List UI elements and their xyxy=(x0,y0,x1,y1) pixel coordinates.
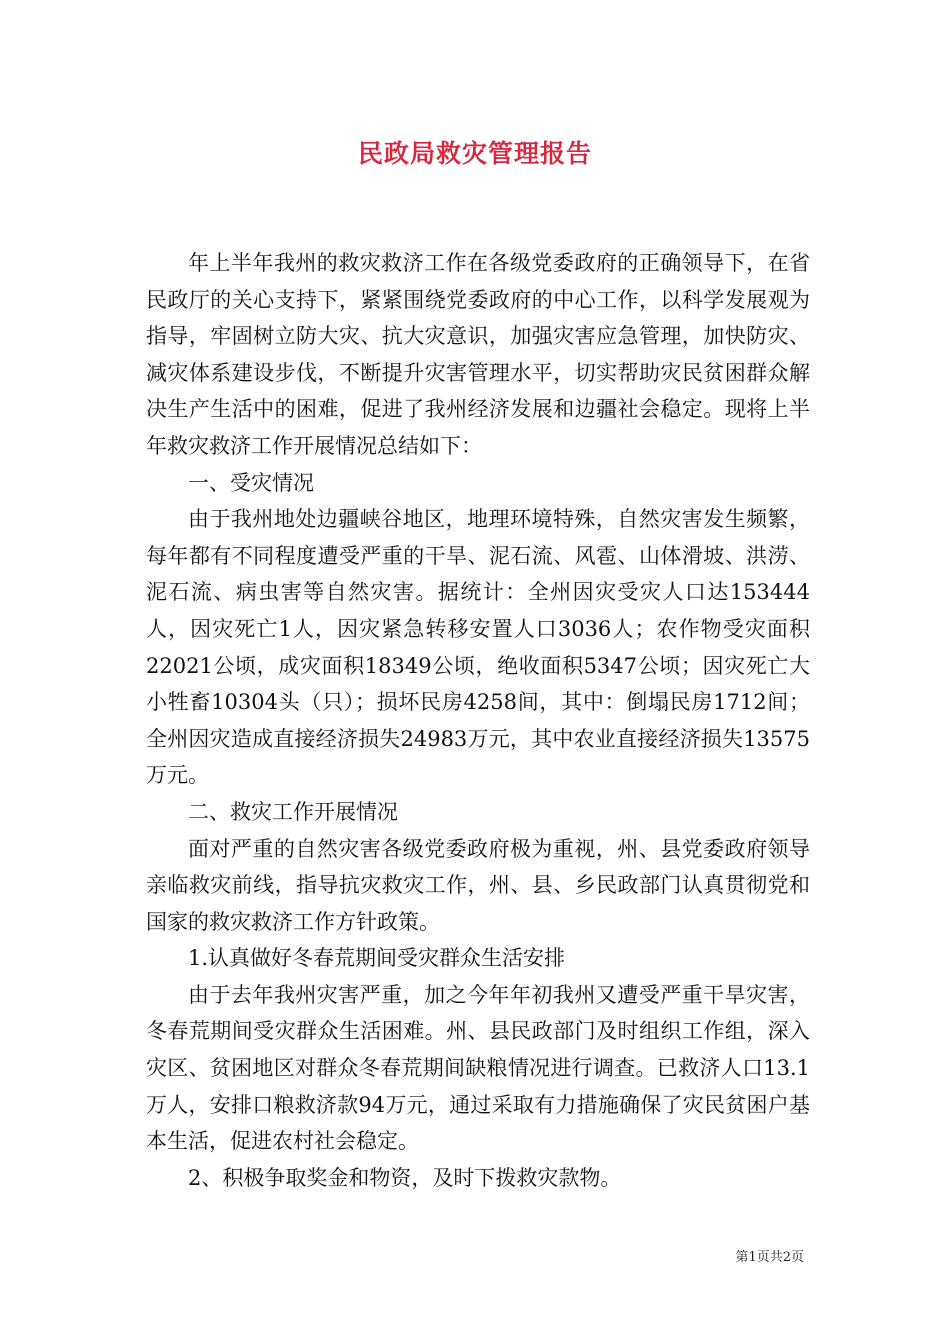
paragraph-intro: 年上半年我州的救灾救济工作在各级党委政府的正确领导下，在省民政厅的关心支持下，紧紧围绕党委政府的中心工作，以科学发展观为指导，牢固树立防大灾、抗大灾意识，加强灾害应急管理，加快防灾、减灾体系建设步伐，不断提升灾害管理水平，切实帮助灾民贫困群众解决生产生活中的困难，促进了我州经济发展和边疆社会稳定。现将上半年救灾救济工作开展情况总结如下： xyxy=(146,251,810,458)
subheading-winter-spring: 1.认真做好冬春荒期间受灾群众生活安排 xyxy=(188,946,566,971)
document-title: 民政局救灾管理报告 xyxy=(357,139,592,168)
paragraph-relief: 面对严重的自然灾害各级党委政府极为重视，州、县党委政府领导亲临救灾前线，指导抗灾救灾工作，州、县、乡民政部门认真贯彻党和国家的救灾救济工作方针政策。 xyxy=(146,836,810,934)
section-heading-disaster: 一、受灾情况 xyxy=(188,470,314,495)
document-body xyxy=(146,245,810,1196)
paragraph-winter-spring: 由于去年我州灾害严重，加之今年年初我州又遭受严重干旱灾害，冬春荒期间受灾群众生活困难。州、县民政部门及时组织工作组，深入灾区、贫困地区对群众冬春荒期间缺粮情况进行调查。已救济人口13.1万人，安排口粮救济款94万元，通过采取有力措施确保了灾民贫困户基本生活，促进农村社会稳定。 xyxy=(146,982,810,1154)
subheading-funds: 2、积极争取奖金和物资，及时下拨救灾款物。 xyxy=(188,1165,622,1190)
page-number: 第1页共2页 xyxy=(735,1250,804,1265)
section-heading-relief: 二、救灾工作开展情况 xyxy=(188,799,398,824)
paragraph-disaster-stats: 由于我州地处边疆峡谷地区，地理环境特殊，自然灾害发生频繁，每年都有不同程度遭受严重的干旱、泥石流、风雹、山体滑坡、洪涝、泥石流、病虫害等自然灾害。据统计：全州因灾受灾人口达153444人，因灾死亡1人，因灾紧急转移安置人口3036人；农作物受灾面积22021公顷，成灾面积18349公顷，绝收面积5347公顷；因灾死亡大小牲畜10304头（只）；损坏民房4258间，其中：倒塌民房1712间；全州因灾造成直接经济损失24983万元，其中农业直接经济损失13575万元。 xyxy=(146,507,810,788)
